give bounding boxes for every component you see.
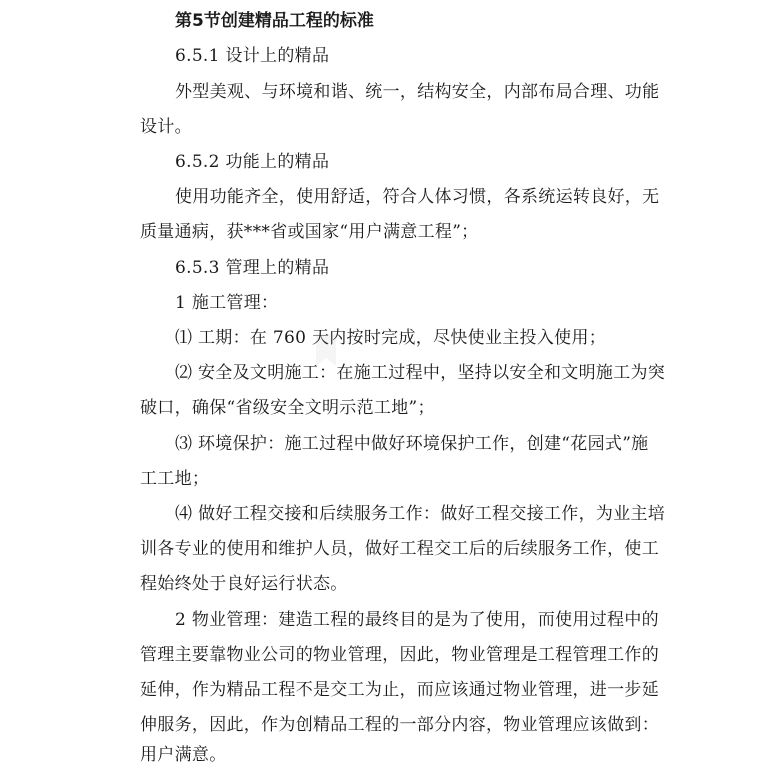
section-title: 第5节创建精品工程的标准 <box>175 11 374 31</box>
paragraph-line: 质量通病，获***省或国家“用户满意工程”； <box>140 222 479 242</box>
subsection-heading-6-5-2: 6.5.2 功能上的精品 <box>175 152 330 172</box>
subsection-heading-6-5-3: 6.5.3 管理上的精品 <box>175 258 330 278</box>
list-heading-construction-management: 1 施工管理： <box>175 293 279 313</box>
list-item-handover: ⑷ 做好工程交接和后续服务工作：做好工程交接工作，为业主培 <box>175 504 666 524</box>
paragraph-line: 破口，确保“省级安全文明示范工地”； <box>140 398 435 418</box>
subsection-heading-6-5-1: 6.5.1 设计上的精品 <box>175 46 330 66</box>
list-item-schedule: ⑴ 工期：在 760 天内按时完成，尽快使业主投入使用； <box>175 328 607 348</box>
paragraph-line: 程始终处于良好运行状态。 <box>140 574 348 594</box>
list-heading-property-management: 2 物业管理：建造工程的最终目的是为了使用，而使用过程中的 <box>175 610 659 630</box>
paragraph-line: 外型美观、与环境和谐、统一，结构安全，内部布局合理、功能 <box>175 82 660 102</box>
list-item-safety: ⑵ 安全及文明施工：在施工过程中，坚持以安全和文明施工为突 <box>175 363 666 383</box>
paragraph-line: 伸服务，因此，作为创精品工程的一部分内容，物业管理应该做到： <box>140 715 659 735</box>
paragraph-line: 训各专业的使用和维护人员，做好工程交工后的后续服务工作，使工 <box>140 539 659 559</box>
list-item-environment: ⑶ 环境保护：施工过程中做好环境保护工作，创建“花园式”施 <box>175 434 649 454</box>
paragraph-line: 管理主要靠物业公司的物业管理，因此，物业管理是工程管理工作的 <box>140 645 659 665</box>
paragraph-line: 工工地； <box>140 469 210 489</box>
paragraph-line: 用户满意。 <box>140 745 227 765</box>
paragraph-line: 延伸，作为精品工程不是交工为止，而应该通过物业管理，进一步延 <box>140 680 659 700</box>
paragraph-line: 设计。 <box>140 117 192 137</box>
paragraph-line: 使用功能齐全，使用舒适，符合人体习惯，各系统运转良好，无 <box>175 187 660 207</box>
watermark-icon <box>312 330 340 370</box>
